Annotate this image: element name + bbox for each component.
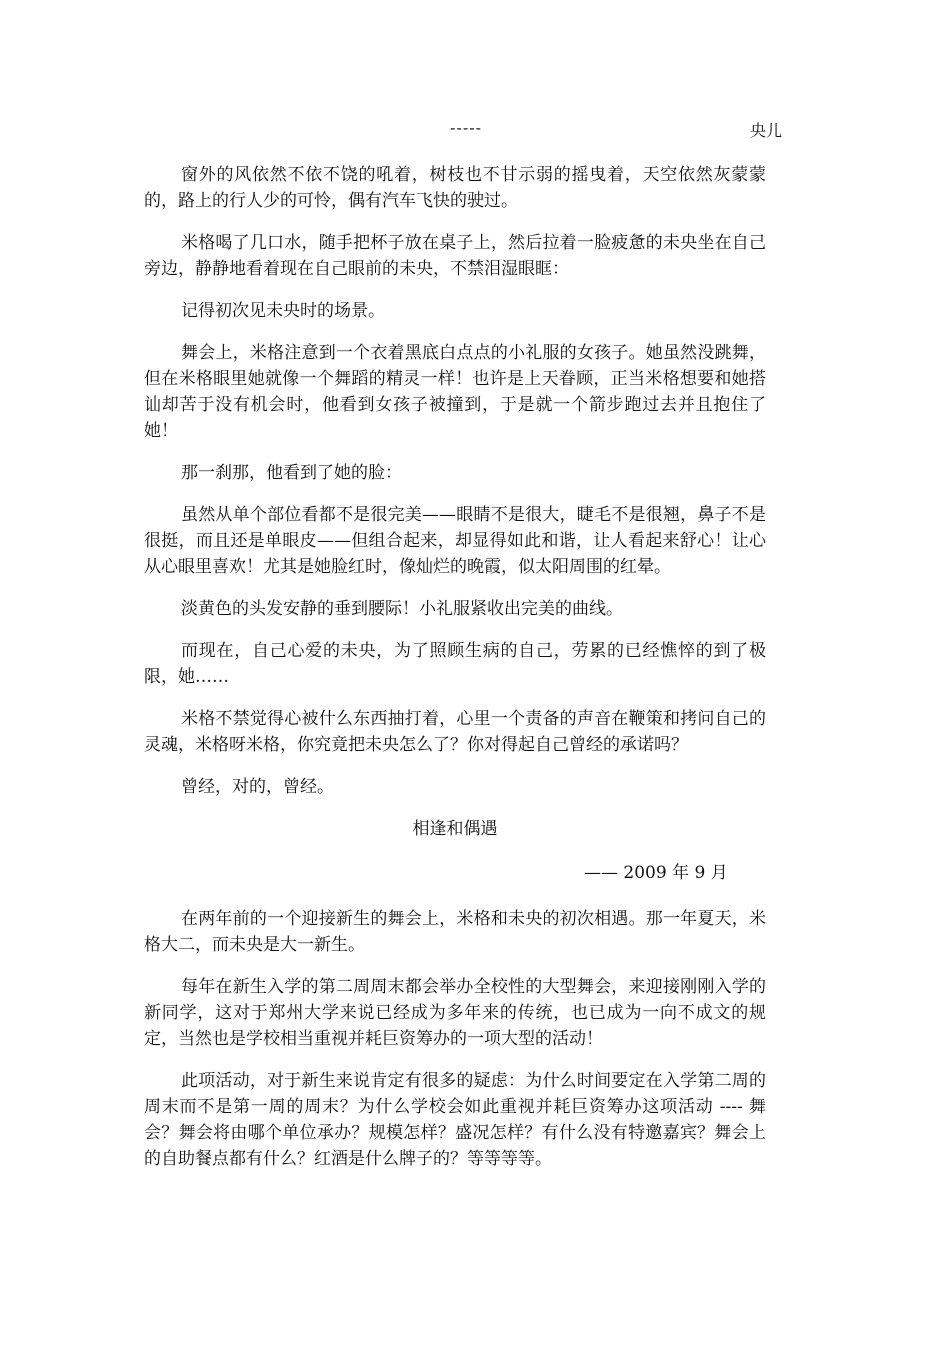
paragraph: 在两年前的一个迎接新生的舞会上，米格和未央的初次相遇。那一年夏天，米格大二，而未央是大一新生。 (144, 909, 766, 955)
paragraph: 记得初次见未央时的场景。 (181, 301, 385, 321)
paragraph: 每年在新生入学的第二周周末都会举办全校性的大型舞会，来迎接刚刚入学的新同学，这对于郑州大学来说已经成为多年来的传统，也已成为一向不成文的规定，当然也是学校相当重视并耗巨资筹办的一项大型的活动！ (144, 977, 766, 1049)
page-header (0, 118, 950, 142)
paragraph: 曾经，对的，曾经。 (181, 777, 334, 797)
paragraph: 而现在，自己心爱的未央，为了照顾生病的自己，劳累的已经憔悴的到了极限，她…… (144, 641, 766, 687)
paragraph: 淡黄色的头发安静的垂到腰际！小礼服紧收出完美的曲线。 (181, 599, 623, 619)
header-dashes: ----- (450, 118, 483, 137)
paragraph: 米格喝了几口水，随手把杯子放在桌子上，然后拉着一脸疲惫的未央坐在自己旁边，静静地看着现在自己眼前的未央，不禁泪湿眼眶： (144, 233, 766, 279)
paragraph: 那一刹那，他看到了她的脸： (181, 463, 402, 483)
author-name: 央儿 (750, 121, 783, 140)
section-title: 相逢和偶遇 (412, 819, 498, 839)
paragraph: 虽然从单个部位看都不是很完美——眼睛不是很大，睫毛不是很翘，鼻子不是很挺，而且还是单眼皮——但组合起来，却显得如此和谐，让人看起来舒心！让心从心眼里喜欢！尤其是她脸红时，像灿烂的晚霞，似太阳周围的红晕。 (144, 505, 766, 577)
paragraph: 窗外的风依然不依不饶的吼着，树枝也不甘示弱的摇曳着，天空依然灰蒙蒙的，路上的行人少的可怜，偶有汽车飞快的驶过。 (144, 165, 766, 211)
paragraph: 米格不禁觉得心被什么东西抽打着，心里一个责备的声音在鞭策和拷问自己的灵魂，米格呀米格，你究竟把未央怎么了？你对得起自己曾经的承诺吗？ (144, 709, 766, 755)
document-body (144, 162, 766, 1188)
section-date: —— 2009 年 9 月 (584, 863, 728, 883)
paragraph: 舞会上，米格注意到一个衣着黑底白点点的小礼服的女孩子。她虽然没跳舞，但在米格眼里她就像一个舞蹈的精灵一样！也许是上天眷顾，正当米格想要和她搭讪却苦于没有机会时，他看到女孩子被撞到，于是就一个箭步跑过去并且抱住了她！ (144, 343, 766, 441)
paragraph: 此项活动，对于新生来说肯定有很多的疑虑：为什么时间要定在入学第二周的周末而不是第一周的周末？为什么学校会如此重视并耗巨资筹办这项活动 ---- 舞会？舞会将由哪个单位承办？规模怎样？盛况怎样？有什么没有特邀嘉宾？舞会上的自助餐点都有什么？红酒是什么牌子的？等等等等。 (144, 1071, 766, 1169)
